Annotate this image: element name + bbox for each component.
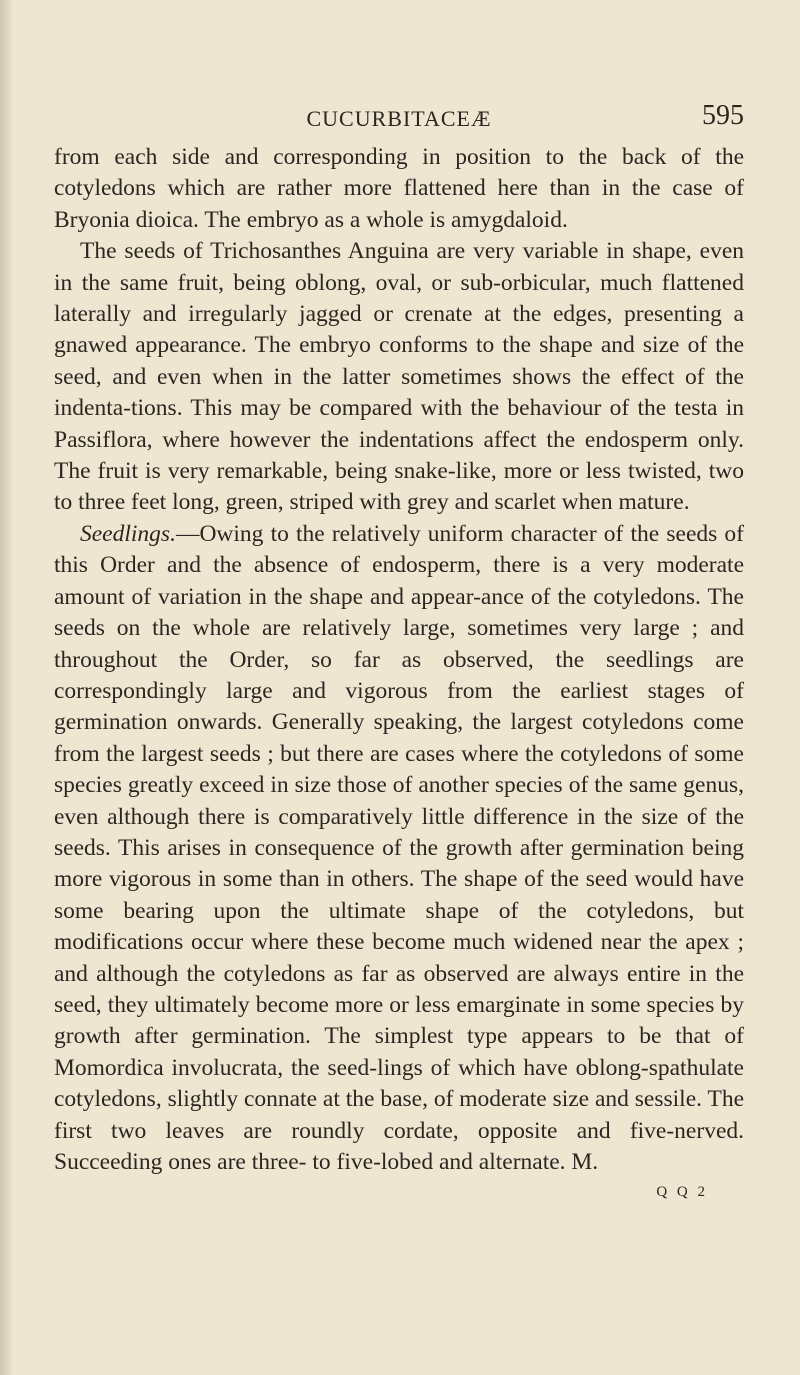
- body-text: [54, 142, 744, 1178]
- paragraph-seedlings: [54, 519, 744, 1179]
- paragraph-text: The seeds of Trichosanthes Anguina are very variable in shape, even in the same fruit, being oblong, oval, or sub-orbicular, much flattened laterally and irregularly jagged or crenate at the edges, presenting a gnawed appearance. The embryo conforms to the shape and size of the seed, and even when in the latter sometimes shows the effect of the indenta-tions. This may be compared with the behaviour of the testa in Passiflora, where however the indentations affect the endosperm only. The fruit is very remarkable, being snake-like, more or less twisted, two to three feet long, green, striped with grey and scarlet when mature.: [54, 238, 744, 516]
- page-header: [54, 96, 744, 142]
- book-page: [54, 96, 744, 1201]
- book-spine-shadow: [0, 0, 14, 1375]
- section-lead-seedlings: Seedlings.: [80, 520, 176, 547]
- paragraph-text: —Owing to the relatively uniform character of the seeds of this Order and the absence of endosperm, there is a very moderate amount of variation in the shape and appear-ance of the cotyledons. The seeds on the whole are relatively large, sometimes very large ; and throughout the Order, so far as observed, the seedlings are correspondingly large and vigorous from the earliest stages of germination onwards. Generally speaking, the largest cotyledons come from the largest seeds ; but there are cases where the cotyledons of some species greatly exceed in size those of another species of the same genus, even although there is comparatively little difference in the size of the seeds. This arises in consequence of the growth after germination being more vigorous in some than in others. The shape of the seed would have some bearing upon the ultimate shape of the cotyledons, but modifications occur where these become much widened near the apex ; and although the cotyledons as far as observed are always entire in the seed, they ultimately become more or less emarginate in some species by growth after germination. The simplest type appears to be that of Momordica involucrata, the seed-lings of which have oblong-spathulate cotyledons, slightly connate at the base, of moderate size and sessile. The first two leaves are roundly cordate, opposite and five-nerved. Succeeding ones are three- to five-lobed and alternate. M.: [54, 520, 745, 1175]
- running-head: CUCURBITACEÆ: [306, 106, 492, 131]
- paragraph-continuation: [54, 142, 744, 236]
- paragraph-text: from each side and corresponding in position to the back of the cotyledons which are rather more flattened here than in the case of Bryonia dioica. The embryo as a whole is amygdaloid.: [54, 144, 744, 233]
- signature-mark: Q Q 2: [656, 1184, 708, 1201]
- paragraph-trichosanthes: [54, 236, 744, 519]
- page-number: 595: [702, 100, 744, 131]
